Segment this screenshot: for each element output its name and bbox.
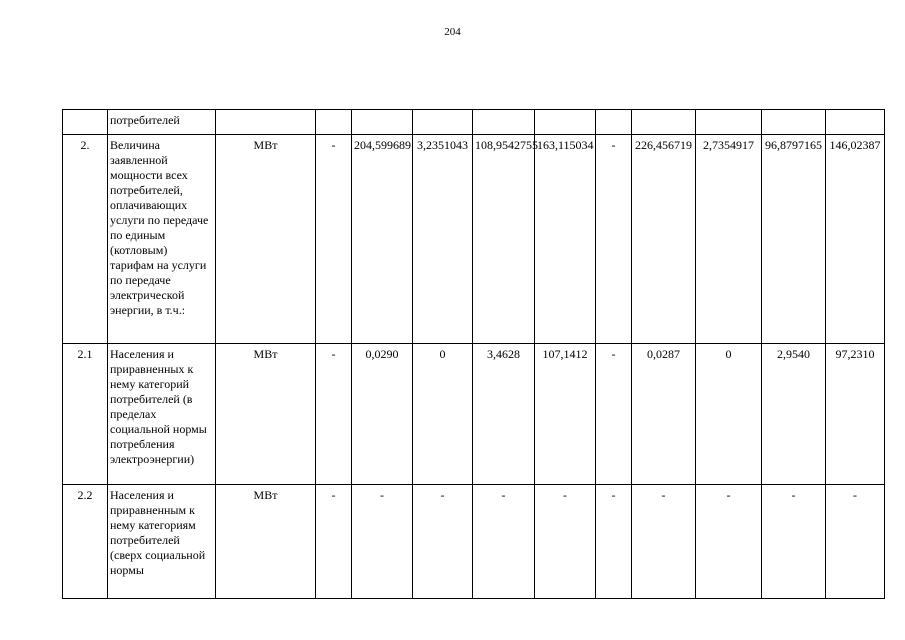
row-number: 2.2 — [63, 485, 108, 599]
table-cell — [696, 110, 762, 135]
table-cell: 107,1412 — [535, 344, 596, 485]
page-number: 204 — [444, 26, 461, 38]
table-cell: 108,9542755 — [473, 135, 535, 344]
table-cell — [632, 110, 696, 135]
table-cell: 146,02387 — [826, 135, 885, 344]
table-cell: 3,2351043 — [413, 135, 473, 344]
row-name: потребителей — [108, 110, 216, 135]
table-cell: 97,2310 — [826, 344, 885, 485]
table-cell: - — [473, 485, 535, 599]
table-cell: - — [413, 485, 473, 599]
table-cell — [596, 110, 632, 135]
table-cell: - — [696, 485, 762, 599]
table-cell: 0,0290 — [352, 344, 413, 485]
data-table — [62, 109, 885, 599]
table-cell: 3,4628 — [473, 344, 535, 485]
table-row — [63, 110, 885, 135]
table-cell: 0 — [696, 344, 762, 485]
row-number — [63, 110, 108, 135]
table-cell: - — [826, 485, 885, 599]
table-cell: 96,8797165 — [762, 135, 826, 344]
row-name: Населения и приравненным к нему категориям потребителей (сверх социальной нормы — [108, 485, 216, 599]
table-cell: - — [596, 135, 632, 344]
table-row — [63, 485, 885, 599]
row-unit — [216, 110, 316, 135]
table-cell: - — [316, 485, 352, 599]
table-row — [63, 344, 885, 485]
table-cell: - — [596, 485, 632, 599]
table-cell — [535, 110, 596, 135]
table-cell: - — [535, 485, 596, 599]
table-cell — [826, 110, 885, 135]
row-unit: МВт — [216, 485, 316, 599]
table-cell: 2,9540 — [762, 344, 826, 485]
table-row — [63, 135, 885, 344]
table-cell: - — [316, 135, 352, 344]
table-cell — [473, 110, 535, 135]
table-cell: 204,599689 — [352, 135, 413, 344]
table-cell: 163,115034 — [535, 135, 596, 344]
table-cell: - — [632, 485, 696, 599]
row-number: 2. — [63, 135, 108, 344]
table-cell — [762, 110, 826, 135]
row-number: 2.1 — [63, 344, 108, 485]
table-cell — [413, 110, 473, 135]
row-name: Величина заявленной мощности всех потребителей, оплачивающих услуги по передаче по единым (котловым) тарифам на услуги по передаче электрической энергии, в т.ч.: — [108, 135, 216, 344]
table-cell: 226,456719 — [632, 135, 696, 344]
row-name: Населения и приравненных к нему категорий потребителей (в пределах социальной нормы потребления электроэнергии) — [108, 344, 216, 485]
table-cell: - — [596, 344, 632, 485]
table-cell — [352, 110, 413, 135]
table-cell: 2,7354917 — [696, 135, 762, 344]
row-unit: МВт — [216, 135, 316, 344]
table-cell: 0,0287 — [632, 344, 696, 485]
row-unit: МВт — [216, 344, 316, 485]
table-cell: 0 — [413, 344, 473, 485]
table-cell: - — [316, 344, 352, 485]
table-cell: - — [762, 485, 826, 599]
table-cell — [316, 110, 352, 135]
table-cell: - — [352, 485, 413, 599]
